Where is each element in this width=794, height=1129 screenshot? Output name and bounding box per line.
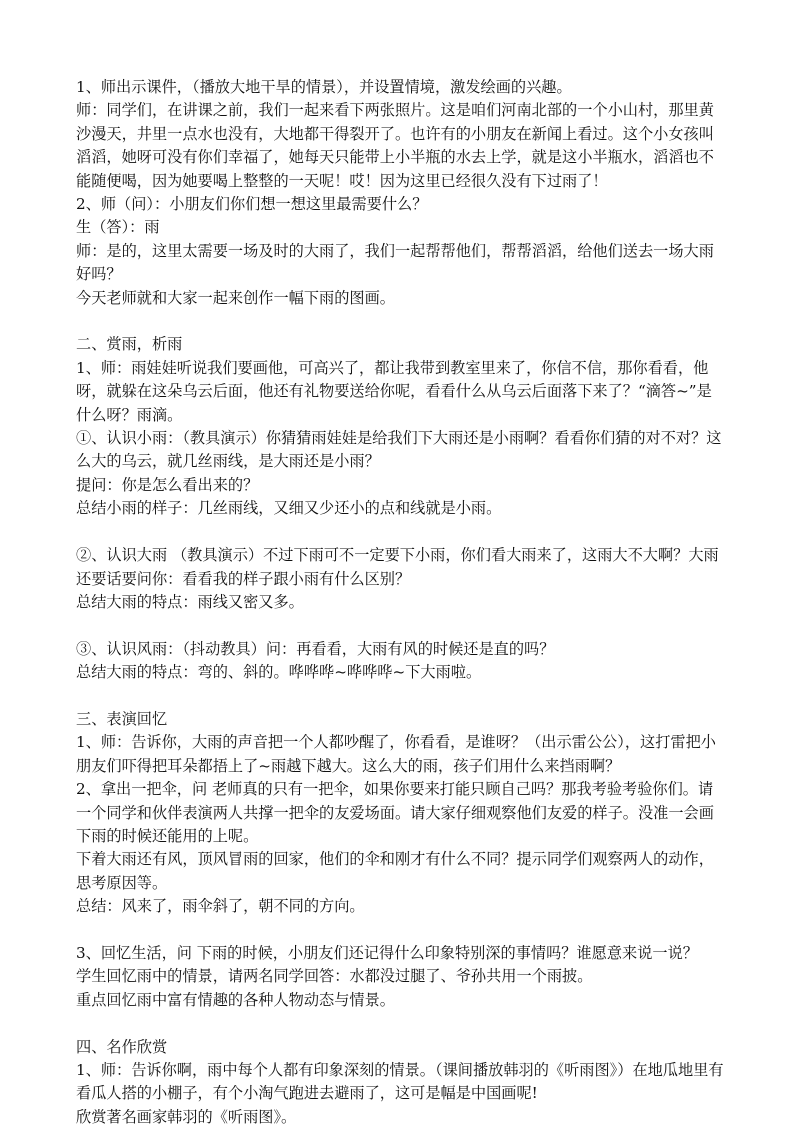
s2-p8: 总结大雨的特点：弯的、斜的。哗哗哗~哗哗哗~下大雨啦。 [76, 663, 482, 682]
intro-p3: 2、师（问）：小朋友们你们想一想这里最需要什么？ [76, 195, 428, 214]
s3-p6: 学生回忆雨中的情景，请两名同学回答：水都没过腿了、爷孙共用一个雨披。 [76, 967, 593, 986]
s3-p7: 重点回忆雨中富有情趣的各种人物动态与情景。 [76, 990, 395, 1009]
s2-p2: ①、认识小雨：（教具演示）你猜猜雨娃娃是给我们下大雨还是小雨啊？看看你们猜的对不对？这么大的乌云，就几丝雨线，是大雨还是小雨？ [76, 429, 722, 471]
s4-p1: 1、师：告诉你啊，雨中每个人都有印象深刻的情景。（课间播放韩羽的《听雨图》）在地瓜地里有看瓜人搭的小棚子，有个小淘气跑进去避雨了，这可是幅是中国画呢! [76, 1060, 724, 1103]
section-heading-4: 四、名作欣赏 [76, 1037, 168, 1056]
s2-p7: ③、认识风雨：（抖动教具）问：再看看，大雨有风的时候还是直的吗？ [76, 639, 555, 658]
s2-p4: 总结小雨的样子：几丝雨线，又细又少还小的点和线就是小雨。 [76, 499, 502, 518]
spacer [76, 521, 726, 544]
section-heading-2: 二、赏雨，析雨 [76, 335, 183, 354]
spacer [76, 1012, 726, 1035]
intro-p2: 师：同学们，在讲课之前，我们一起来看下两张照片。这是咱们河南北部的一个小山村，那里黄沙漫天，井里一点水也没有，大地都干得裂开了。也许有的小朋友在新闻上看过。这个小女孩叫滔滔，她呀可没有你们幸福了，她每天只能带上小半瓶的水去上学，就是这小半瓶水，滔滔也不能随便喝，因为她要喝上整整的一天呢！哎！因为这里已经很久没有下过雨了！ [76, 101, 714, 190]
document-page [76, 76, 726, 1129]
intro-p4: 生（答）：雨 [76, 218, 160, 237]
s3-p3: 下着大雨还有风，顶风冒雨的回家，他们的伞和刚才有什么不同？提示同学们观察两人的动作，思考原因等。 [76, 850, 714, 892]
s2-p6: 总结大雨的特点：雨线又密又多。 [76, 592, 304, 611]
intro-p1: 1、师出示课件，（播放大地干旱的情景），并设置情境，激发绘画的兴趣。 [76, 78, 572, 96]
s3-p2: 2、拿出一把伞，问 老师真的只有一把伞，如果你要来打能只顾自己吗？那我考验考验你们。请一个同学和伙伴表演两人共撑一把伞的友爱场面。请大家仔细观察他们友爱的样子。没准一会画下雨的时候还能用的上呢。 [76, 780, 714, 845]
section-heading-3: 三、表演回忆 [76, 709, 168, 728]
s4-p2: 欣赏著名画家韩羽的《听雨图》。 [76, 1107, 297, 1126]
spacer [76, 685, 726, 708]
s2-p5: ②、认识大雨 （教具演示）不过下雨可不一定要下小雨，你们看大雨来了，这雨大不大啊？大雨还要话要问你：看看我的样子跟小雨有什么区别？ [76, 546, 719, 588]
intro-p6: 今天老师就和大家一起来创作一幅下雨的图画。 [76, 288, 395, 307]
spacer [76, 614, 726, 637]
s3-p5: 3、回忆生活，问 下雨的时候，小朋友们还记得什么印象特别深的事情吗？谁愿意来说一说？ [76, 943, 698, 962]
spacer [76, 919, 726, 942]
intro-p5: 师：是的，这里太需要一场及时的大雨了，我们一起帮帮他们，帮帮滔滔，给他们送去一场大雨好吗？ [76, 241, 714, 284]
s2-p1: 1、师：雨娃娃听说我们要画他，可高兴了，都让我带到教室里来了，你信不信，那你看看，他呀，就躲在这朵乌云后面，他还有礼物要送给你呢，看看什么从乌云后面落下来了？“滴答~”是什么呀？雨滴。 [76, 358, 712, 424]
s3-p4: 总结：风来了，雨伞斜了，朝不同的方向。 [76, 897, 365, 916]
spacer [76, 310, 726, 333]
s2-p3: 提问：你是怎么看出来的？ [76, 475, 259, 494]
s3-p1: 1、师：告诉你，大雨的声音把一个人都吵醒了，你看看，是谁呀？（出示雷公公），这打雷把小朋友们吓得把耳朵都捂上了~雨越下越大。这么大的雨，孩子们用什么来挡雨啊？ [76, 733, 716, 775]
